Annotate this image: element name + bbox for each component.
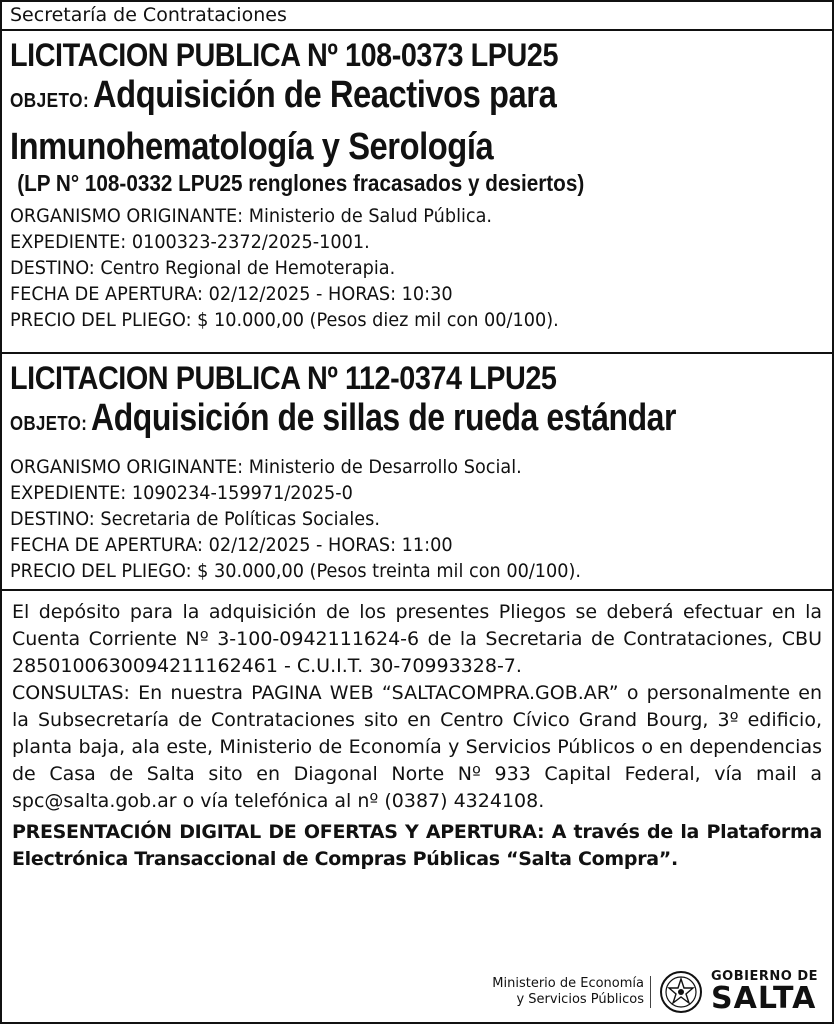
- objeto-label: OBJETO:: [10, 90, 90, 112]
- objeto-text-continued: Inmunohematología y Serología: [10, 126, 494, 168]
- ministerio-line-1: Ministerio de Economía: [492, 976, 644, 991]
- field-row-fecha: [10, 281, 767, 307]
- objeto-label: OBJETO:: [10, 413, 88, 435]
- field-label: ORGANISMO ORIGINANTE:: [10, 456, 244, 478]
- government-logo: [492, 970, 818, 1014]
- gobierno-line-2: SALTA: [711, 981, 817, 1016]
- licitacion-title: LICITACION PUBLICA Nº 112-0374 LPU25: [10, 360, 557, 396]
- field-label: FECHA DE APERTURA:: [10, 534, 203, 556]
- presentacion-paragraph: PRESENTACIÓN DIGITAL DE OFERTAS Y APERTURA: A través de la Plataforma Electrónica Transaccional de Compras Públicas “Salta Compra”.: [12, 821, 822, 870]
- field-label: FECHA DE APERTURA:: [10, 283, 203, 305]
- field-value: Secretaria de Políticas Sociales.: [100, 508, 380, 530]
- field-row-fecha: [10, 532, 767, 558]
- field-label: EXPEDIENTE:: [10, 482, 127, 504]
- consultas-paragraph: CONSULTAS: En nuestra PAGINA WEB “SALTACOMPRA.GOB.AR” o personalmente en la Subsecretaría de Contrataciones sito en Centro Cívico Grand Bourg, 3º edificio, planta baja, ala este, Ministerio de Economía y Servicios Públicos o en dependencias de Casa de Salta sito en Diagonal Norte Nº 933 Capital Federal, vía mail a spc@salta.gob.ar o vía telefónica al nº (0387) 4324108.: [12, 682, 822, 812]
- general-info: [2, 591, 832, 873]
- field-row-expediente: [10, 229, 767, 255]
- field-row-precio: [10, 307, 767, 333]
- deposit-paragraph: El depósito para la adquisición de los presentes Pliegos se deberá efectuar en la Cuenta Corriente Nº 3-100-0942111624-6 de la Secretaria de Contrataciones, CBU 2850100630094211162461 - C.U.I.T. 30-70993328-7.: [12, 601, 822, 677]
- field-label: DESTINO:: [10, 257, 95, 279]
- field-label: DESTINO:: [10, 508, 95, 530]
- field-row-destino: [10, 255, 767, 281]
- field-label: EXPEDIENTE:: [10, 231, 127, 253]
- field-row-destino: [10, 506, 767, 532]
- page-header: [2, 2, 832, 31]
- field-row-expediente: [10, 480, 767, 506]
- objeto-line: [10, 73, 710, 125]
- field-value: 02/12/2025 - HORAS: 10:30: [208, 283, 453, 305]
- field-value: $ 30.000,00 (Pesos treinta mil con 00/100).: [197, 560, 582, 582]
- licitacion-info: [10, 203, 824, 333]
- field-value: 0100323-2372/2025-1001.: [131, 231, 370, 253]
- objeto-text: Adquisición de Reactivos para: [92, 74, 557, 116]
- ministerio-line-2: y Servicios Públicos: [516, 992, 644, 1007]
- field-value: 1090234-159971/2025-0: [131, 482, 353, 504]
- field-value: $ 10.000,00 (Pesos diez mil con 00/100).: [197, 309, 559, 331]
- field-label: ORGANISMO ORIGINANTE:: [10, 205, 244, 227]
- field-value: Centro Regional de Hemoterapia.: [100, 257, 396, 279]
- field-row-organismo: [10, 203, 767, 229]
- objeto-line: [10, 396, 694, 448]
- ministerio-name: [492, 976, 651, 1008]
- field-value: 02/12/2025 - HORAS: 11:00: [208, 534, 453, 556]
- field-row-precio: [10, 558, 767, 584]
- field-value: Ministerio de Salud Pública.: [248, 205, 493, 227]
- header-title: Secretaría de Contrataciones: [10, 4, 287, 26]
- licitacion-note: (LP N° 108-0332 LPU25 renglones fracasados y desiertos): [17, 170, 585, 196]
- licitacion-block-1: [2, 31, 832, 354]
- objeto-text: Adquisición de sillas de rueda estándar: [91, 397, 677, 439]
- licitacion-title: LICITACION PUBLICA Nº 108-0373 LPU25: [10, 37, 559, 73]
- provincial-seal-icon: [659, 970, 703, 1014]
- field-value: Ministerio de Desarrollo Social.: [248, 456, 522, 478]
- gobierno-wordmark: [711, 970, 818, 1014]
- licitacion-info: [10, 454, 824, 584]
- licitacion-block-2: [2, 354, 832, 591]
- field-row-organismo: [10, 454, 767, 480]
- field-label: PRECIO DEL PLIEGO:: [10, 560, 192, 582]
- field-label: PRECIO DEL PLIEGO:: [10, 309, 192, 331]
- gobierno-line-1: GOBIERNO DE: [711, 969, 818, 984]
